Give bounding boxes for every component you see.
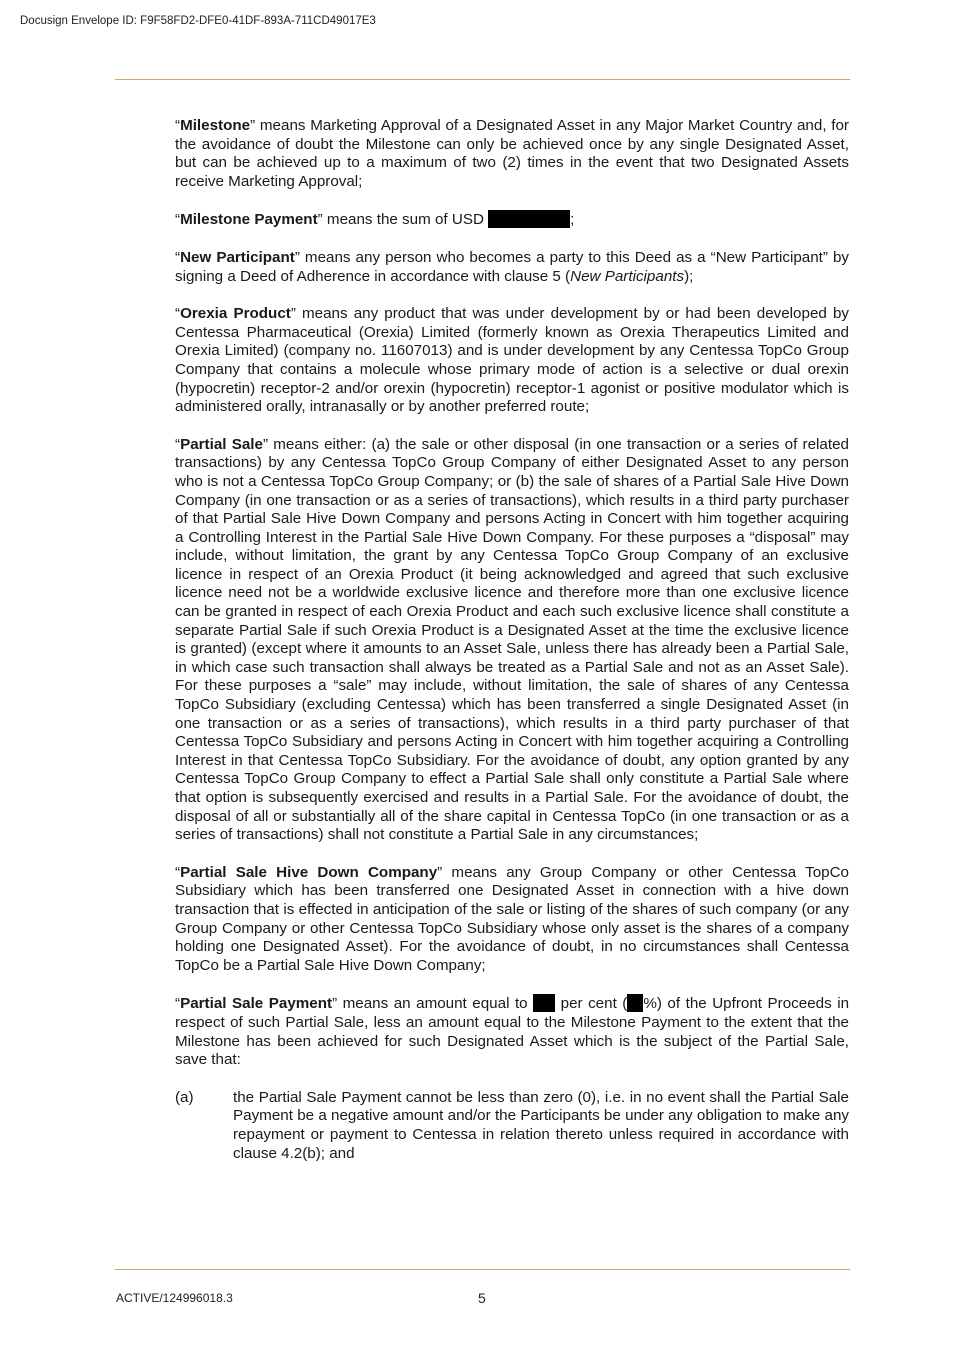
list-item-label: (a) bbox=[175, 1088, 194, 1106]
open-quote: “ bbox=[175, 995, 181, 1013]
open-quote: “ bbox=[175, 117, 181, 134]
close-quote: ” bbox=[317, 211, 323, 229]
defined-term: Milestone bbox=[180, 117, 251, 134]
definition-partial-sale-hive-down-company bbox=[175, 864, 849, 976]
document-reference: ACTIVE/124996018.3 bbox=[116, 1291, 233, 1305]
document-body bbox=[175, 117, 849, 1163]
redaction-block bbox=[627, 994, 643, 1012]
defined-term: Orexia Product bbox=[180, 305, 291, 323]
definition-partial-sale bbox=[175, 436, 849, 845]
definition-new-participant bbox=[175, 249, 849, 286]
page-number: 5 bbox=[478, 1290, 486, 1306]
definition-milestone bbox=[175, 117, 849, 191]
defined-term: Milestone Payment bbox=[180, 211, 318, 229]
redaction-block bbox=[488, 210, 570, 228]
definition-text: means the sum of USD bbox=[322, 211, 489, 229]
definition-text: means either: (a) the sale or other disposal (in one transaction or a series of related transactions) by any Centessa TopCo Group Company of either Designated Asset to any person who is not a Centessa TopCo Group Company; or (b) the sale of shares of a Partial Sale Hive Down Company (in one transaction or as a series of transactions), which results in a third party purchaser of that Partial Sale Hive Down Company and persons Acting in Concert with him together acquiring a Controlling Interest in the Partial Sale Hive Down Company. For these purposes a “disposal” may include, without limitation, the grant by any Centessa TopCo Group Company of an exclusive licence in respect of an Orexia Product (it being acknowledged and agreed that such exclusive licence need not be a worldwide exclusive licence and therefore more than one exclusive licence can be granted in respect of each Orexia Product and each such exclusive licence shall constitute a separate Partial Sale if such Orexia Product is a Designated Asset at the time the exclusive licence is granted) (except where it amounts to an Asset Sale, unless there has already been a Partial Sale, in which case such transaction shall always be treated as a Partial Sale and not as an Asset Sale). For these purposes a “sale” may include, without limitation, the sale of shares of any Centessa TopCo Subsidiary (excluding Centessa) which has been transferred a single Designated Asset (in one transaction or as a series of transactions), which results in a third party purchaser of that Centessa TopCo Subsidiary and persons Acting in Concert with him together acquiring a Controlling Interest in that Centessa TopCo Subsidiary. For the avoidance of doubt, any option granted by any Centessa TopCo Group Company to effect a Partial Sale shall only constitute a Partial Sale where that option is subsequently exercised and results in a Partial Sale. For the avoidance of doubt, the disposal of all or substantially all of the share capital in Centessa TopCo (in one transaction or as a series of transactions) shall not constitute a Partial Sale in any circumstances; bbox=[175, 435, 849, 844]
close-quote: ” bbox=[332, 995, 338, 1013]
clause-reference: New Participants bbox=[570, 267, 685, 285]
open-quote: “ bbox=[175, 435, 181, 453]
footer-rule bbox=[115, 1269, 850, 1270]
definition-text: %) of the Upfront Proceeds in respect of such Partial Sale, less an amount equal to the Milestone Payment to the extent that the Milestone has been achieved for such Designated Asset which is the subject of the Partial Sale, save that: bbox=[175, 995, 850, 1069]
definition-text: per cent ( bbox=[555, 995, 628, 1013]
open-quote: “ bbox=[175, 248, 181, 266]
redaction-block bbox=[533, 994, 555, 1012]
definition-text-end: ; bbox=[570, 211, 575, 229]
definition-orexia-product bbox=[175, 305, 849, 417]
definition-text: means an amount equal to bbox=[337, 995, 534, 1013]
list-item-text: the Partial Sale Payment cannot be less than zero (0), i.e. in no event shall the Partial Sale Payment be a negative amount and/or the Participants be under any obligation to make any repayment or payment to Centessa in relation thereto unless required in accordance with clause 4.2(b); and bbox=[233, 1088, 849, 1162]
close-quote: ” bbox=[290, 305, 296, 323]
open-quote: “ bbox=[175, 211, 181, 229]
header-rule bbox=[115, 79, 850, 80]
definition-milestone-payment bbox=[175, 210, 849, 230]
open-quote: “ bbox=[175, 863, 181, 881]
definition-text: means any person who becomes a party to this Deed as a “New Participant” by signing a Deed of Adherence in accordance with clause 5 ( bbox=[175, 248, 850, 285]
open-quote: “ bbox=[175, 305, 181, 323]
close-quote: ” bbox=[437, 863, 443, 881]
defined-term: Partial Sale Hive Down Company bbox=[180, 863, 438, 881]
definition-text-end: ); bbox=[684, 267, 694, 285]
defined-term: Partial Sale Payment bbox=[180, 995, 333, 1013]
definition-text: means Marketing Approval of a Designated Asset in any Major Market Country and, for the avoidance of doubt the Milestone can only be achieved once by any single Designated Asset, but can be achieved up to a maximum of two (2) times in the event that two Designated Assets receive Marketing Approval; bbox=[175, 117, 849, 190]
list-item-a bbox=[175, 1089, 849, 1163]
defined-term: New Participant bbox=[180, 248, 295, 266]
envelope-id: Docusign Envelope ID: F9F58FD2-DFE0-41DF-893A-711CD49017E3 bbox=[20, 15, 376, 27]
definition-text: means any Group Company or other Centessa TopCo Subsidiary which has been transferred one Designated Asset in connection with a hive down transaction that is effected in anticipation of the sale or listing of the shares of such company (or any Group Company or other Centessa TopCo Subsidiary whose only asset is the shares of a company holding one Designated Asset). For the avoidance of doubt, in no circumstances shall Centessa TopCo be a Partial Sale Hive Down Company; bbox=[175, 863, 849, 974]
defined-term: Partial Sale bbox=[180, 435, 263, 453]
close-quote: ” bbox=[294, 248, 300, 266]
definition-text: means any product that was under development by or had been developed by Centessa Pharmaceutical (Orexia) Limited (formerly known as Orexia Therapeutics Limited and Orexia Limited) (company no. 11607013) and is under development by any Centessa TopCo Group Company that contains a molecule whose primary mode of action is a selective or dual orexin (hypocretin) receptor-2 and/or orexin (hypocretin) receptor-1 agonist or positive modulator which is administered orally, intranasally or by another preferred route; bbox=[175, 305, 849, 416]
close-quote: ” bbox=[262, 435, 269, 453]
close-quote: ” bbox=[250, 117, 256, 134]
definition-partial-sale-payment bbox=[175, 994, 849, 1069]
